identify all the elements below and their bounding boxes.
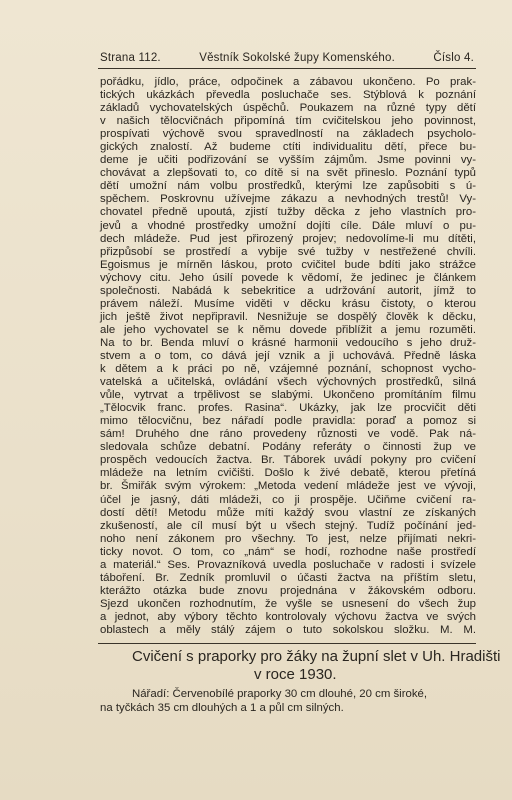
body-line: jich ještě život nepřipravil. Nesnižuje se dospělý člověk k děcku, bbox=[100, 310, 476, 323]
body-line: pořádku, jídlo, práce, odpočinek a zábavou ukončeno. Po prak- bbox=[100, 76, 476, 88]
body-line: kterážto otázka bude znovu projednána v žákovském odboru. bbox=[100, 584, 476, 597]
body-line: účel je jasný, dáti mládeži, co ji prospěje. Učiňme cvičení ra- bbox=[100, 493, 476, 506]
body-line: sám! Druhého dne ráno provedeny různosti ve vodě. Pak ná- bbox=[100, 428, 476, 441]
body-line: a materiál.“ Ses. Provazníková uvedla posluchače v radosti i svízele bbox=[100, 558, 476, 571]
body-line: mládeže na letním cvičišti. Došlo k živé debatě, kterou přetíná bbox=[100, 467, 476, 480]
body-line: právem náleží. Musíme viděti v děcku krásu čistoty, o kterou bbox=[100, 297, 476, 310]
body-line: dech mládeže. Pud jest přirozený projev; nedovolíme-li mu dítěti, bbox=[100, 232, 476, 245]
section-heading-line-1: Cvičení s praporky pro žáky na župní slet v Uh. Hradišti bbox=[132, 648, 501, 665]
section-divider bbox=[98, 643, 476, 644]
body-line: stvem a o tom, co dává její vznik a ji uchovává. Předně láska bbox=[100, 349, 476, 362]
body-line: spěchem. Poskrovnu užívejme zákazu a nevhodných trestů! Vy- bbox=[100, 193, 476, 206]
body-line: gických znalostí. Až budeme ctíti individualitu dětí, přece bu- bbox=[100, 141, 476, 154]
body-line: deme je učiti podřizování se vyšším zájmům. Jsme povinni vy- bbox=[100, 154, 476, 167]
body-line: chovávat a zlepšovati to, co dítě si na svět přineslo. Poznání typů bbox=[100, 167, 476, 180]
equipment-line-2: na tyčkách 35 cm dlouhých a 1 a půl cm silných. bbox=[100, 701, 344, 714]
body-line: ale jeho vychovatel se k němu dovede přiblížit a jemu rozuměti. bbox=[100, 323, 476, 336]
body-line: výchovy citu. Jeho úsilí povede k vědomí, že jedinec je článkem bbox=[100, 271, 476, 284]
body-line: vůle, vytrvat a trpělivost se slabými. Ukončeno promítáním filmu bbox=[100, 389, 476, 402]
body-line: dětí umožní nám volbu prostředků, kterými lze zapůsobiti s ú- bbox=[100, 180, 476, 193]
body-line: noho není zákonem pro všechny. To jest, nelze přijímati nekri- bbox=[100, 532, 476, 545]
body-line: ticky novot. O tom, co „nám“ se hodí, rozhodne naše prostředí bbox=[100, 545, 476, 558]
body-line: prospívati výchově svou spravedlností na základech psycholo- bbox=[100, 128, 476, 141]
issue-number: Číslo 4. bbox=[433, 52, 474, 64]
section-heading bbox=[132, 648, 501, 684]
body-line: Egoismus je mírněn láskou, proto cvičitel bude bdíti jako strážce bbox=[100, 258, 476, 271]
body-line: táboření. Br. Zedník promluvil o účasti žactva na příštím sletu, bbox=[100, 571, 476, 584]
body-line: oblastech a měly stálý zájem o tuto sokolskou složku. M. M. bbox=[100, 623, 476, 636]
article-body bbox=[100, 76, 476, 637]
equipment-paragraph bbox=[100, 688, 476, 715]
body-line: základů vychovatelských úspěchů. Poukazem na různé typy dětí bbox=[100, 102, 476, 115]
body-line: dostí dětí! Metodu může míti každý svou vlastní ze získaných bbox=[100, 506, 476, 519]
body-line: prospěch vedoucích žactva. Br. Táborek uvádí pokyny pro cvičení bbox=[100, 454, 476, 467]
header-divider bbox=[98, 68, 476, 69]
body-line: mimo tělocvičnu, bez nářadí podle pravidla: poraď a pomoz si bbox=[100, 415, 476, 428]
body-line: Sjezd ukončen rozhodnutím, že vyšle se usnesení do všech žup bbox=[100, 597, 476, 610]
body-line: přizpůsobí se prostředí a vybije své tužby v nestřežené chvíli. bbox=[100, 245, 476, 258]
body-line: vatelská a učitelská, ovládání všech výchovných prostředků, silná bbox=[100, 376, 476, 389]
body-line: Na to br. Benda mluví o krásné harmonii vedoucího s jeho druž- bbox=[100, 336, 476, 349]
body-line: jevů a vhodné prostředky umožní dojíti cíle. Dále mluví o pu- bbox=[100, 219, 476, 232]
section-heading-line-2: v roce 1930. bbox=[254, 666, 337, 683]
body-line: „Tělocvik franc. profes. Rasina“. Ukázky, jak lze procvičit děti bbox=[100, 402, 476, 415]
body-line: tických ukázkách převedla posluchače ses. Stýblová k poznání bbox=[100, 89, 476, 102]
body-line: zkušeností, ale cíl musí být u všech stejný. Tudíž počínání jed- bbox=[100, 519, 476, 532]
body-line: br. Šmiřák svým výrokem: „Metoda vedení mládeže jest ve vývoji, bbox=[100, 480, 476, 493]
equipment-line-1: Nářadí: Červenobílé praporky 30 cm dlouhé, 20 cm široké, bbox=[132, 688, 428, 700]
body-line: společnosti. Nabádá k sebekritice a udržování autorit, jímž to bbox=[100, 284, 476, 297]
body-line: k dětem a k práci po ně, vzájemné poznání, schopnost vycho- bbox=[100, 363, 476, 376]
body-line: chovatel předně upoutá, zjistí tužby děcka z jeho vlastních pro- bbox=[100, 206, 476, 219]
body-line: sledovala schůze debatní. Podány referáty o činnosti žup ve bbox=[100, 441, 476, 454]
journal-title: Věstník Sokolské župy Komenského. bbox=[199, 52, 396, 64]
body-line: a jednot, aby výbory těchto kontrolovaly výchovu žactva ve svých bbox=[100, 610, 476, 623]
body-line: v našich tělocvičnách připomíná tím cvičitelskou jeho povinnost, bbox=[100, 115, 476, 128]
page-number: Strana 112. bbox=[100, 52, 161, 64]
page-header bbox=[100, 52, 474, 64]
